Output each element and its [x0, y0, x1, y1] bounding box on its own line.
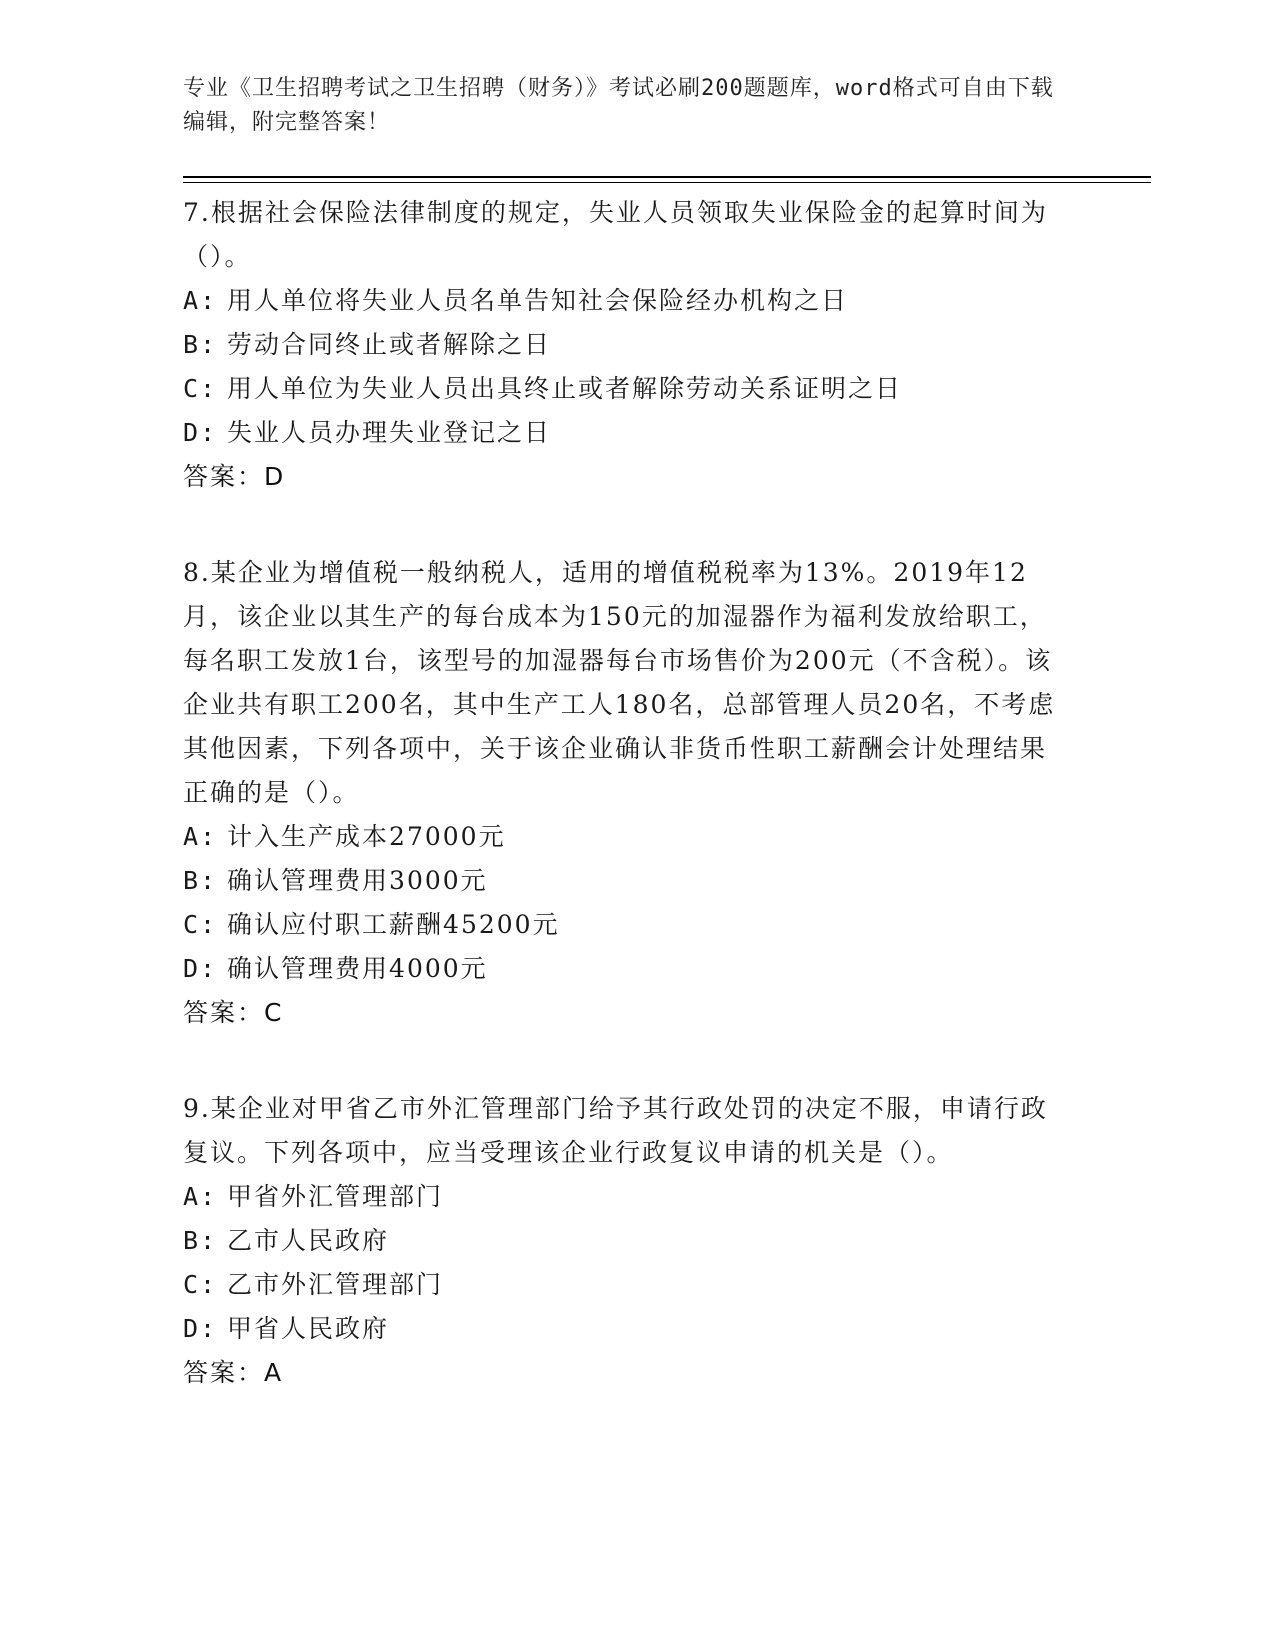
question-stem: 8.某企业为增值税一般纳税人，适用的增值税税率为13%。2019年12月，该企业以其生产的每台成本为150元的加湿器作为福利发放给职工，每名职工发放1台，该型号的加湿器每台市场售价为200元（不含税）。该企业共有职工200名，其中生产工人180名，总部管理人员20名，不考虑其他因素，下列各项中，关于该企业确认非货币性职工薪酬会计处理结果正确的是（）。	[183, 558, 1056, 807]
option-a	[183, 279, 1063, 323]
option-text: 确认管理费用4000元	[217, 954, 488, 983]
option-c	[183, 903, 1063, 947]
question-list	[183, 191, 1063, 1447]
question-9	[183, 1087, 1063, 1395]
option-d	[183, 411, 1063, 455]
option-letter: A:	[183, 822, 218, 851]
option-c	[183, 367, 1063, 411]
option-text: 甲省人民政府	[217, 1314, 390, 1343]
option-a	[183, 815, 1063, 859]
option-letter: C:	[183, 374, 218, 403]
option-b	[183, 1219, 1063, 1263]
option-text: 计入生产成本27000元	[217, 822, 506, 851]
option-b	[183, 323, 1063, 367]
option-a	[183, 1175, 1063, 1219]
option-letter: C:	[183, 910, 218, 939]
option-d	[183, 1307, 1063, 1351]
option-letter: D:	[183, 954, 218, 983]
header-divider-thin	[183, 182, 1151, 183]
answer-line: 答案：A	[183, 1358, 284, 1387]
option-text: 乙市人民政府	[217, 1226, 390, 1255]
option-letter: A:	[183, 286, 218, 315]
option-letter: A:	[183, 1182, 218, 1211]
option-b	[183, 859, 1063, 903]
answer-line: 答案：D	[183, 462, 286, 491]
option-text: 确认管理费用3000元	[217, 866, 488, 895]
option-text: 劳动合同终止或者解除之日	[217, 330, 552, 359]
question-stem: 9.某企业对甲省乙市外汇管理部门给予其行政处罚的决定不服，申请行政复议。下列各项中，应当受理该企业行政复议申请的机关是（）。	[183, 1094, 1048, 1167]
option-text: 用人单位为失业人员出具终止或者解除劳动关系证明之日	[217, 374, 903, 403]
option-text: 乙市外汇管理部门	[217, 1270, 444, 1299]
option-d	[183, 947, 1063, 991]
option-text: 用人单位将失业人员名单告知社会保险经办机构之日	[217, 286, 849, 315]
option-letter: B:	[183, 330, 218, 359]
option-c	[183, 1263, 1063, 1307]
option-letter: B:	[183, 866, 218, 895]
option-letter: D:	[183, 418, 218, 447]
header-divider-thick	[183, 176, 1151, 178]
option-text: 甲省外汇管理部门	[217, 1182, 444, 1211]
answer-line: 答案：C	[183, 998, 284, 1027]
document-header: 专业《卫生招聘考试之卫生招聘（财务）》考试必刷200题题库，word格式可自由下载编辑，附完整答案！	[183, 76, 1054, 135]
question-8	[183, 551, 1063, 1035]
option-letter: C:	[183, 1270, 218, 1299]
option-text: 确认应付职工薪酬45200元	[217, 910, 560, 939]
option-letter: D:	[183, 1314, 218, 1343]
option-text: 失业人员办理失业登记之日	[217, 418, 552, 447]
question-7	[183, 191, 1063, 499]
question-stem: 7.根据社会保险法律制度的规定，失业人员领取失业保险金的起算时间为（）。	[183, 198, 1048, 271]
option-letter: B:	[183, 1226, 218, 1255]
